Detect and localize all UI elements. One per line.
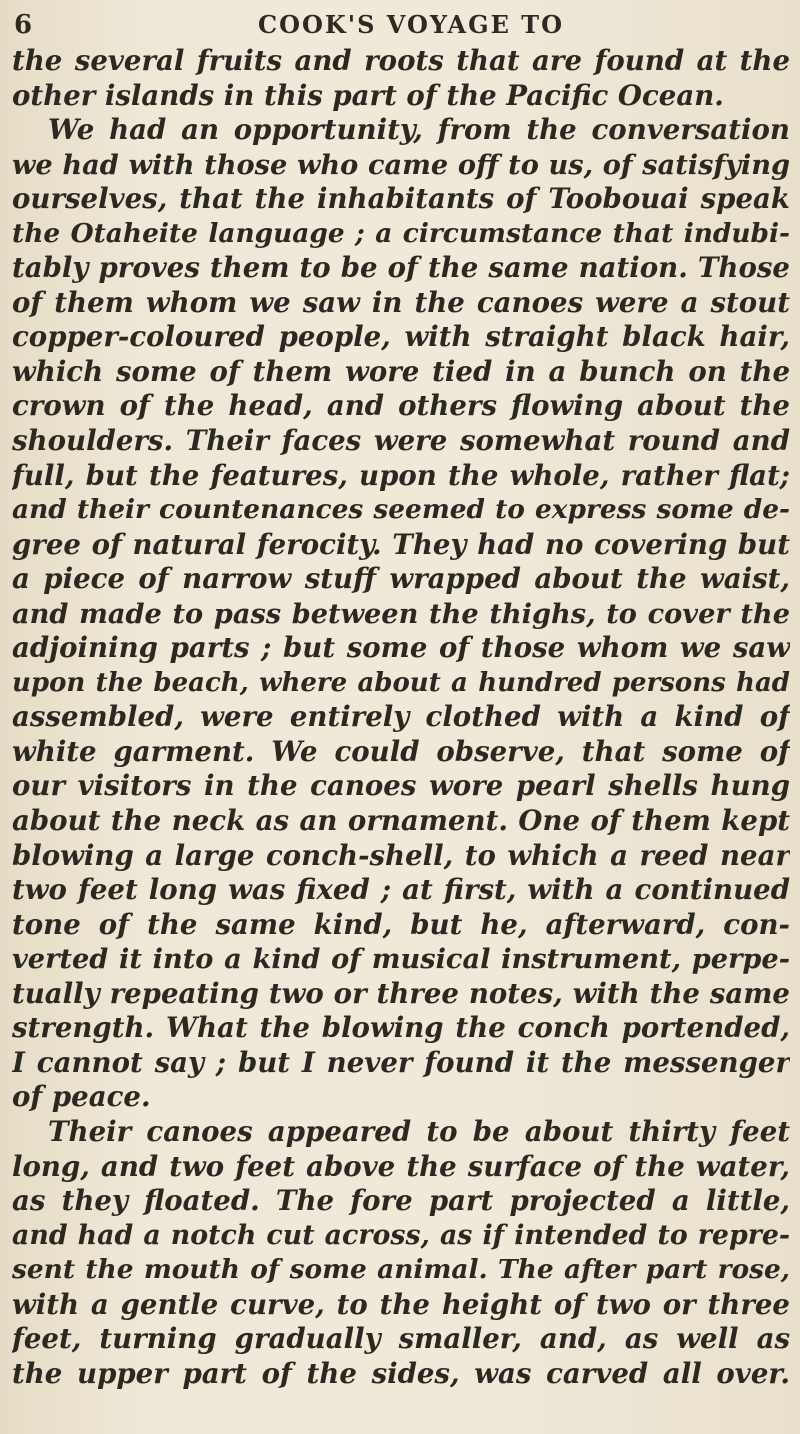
text-line: We had an opportunity, from the conversation bbox=[48, 113, 790, 147]
text-line: tually repeating two or three notes, with the same bbox=[12, 976, 790, 1010]
text-line: of them whom we saw in the canoes were a stout bbox=[12, 285, 790, 319]
text-line: and had a notch cut across, as if intended to repre- bbox=[12, 1219, 790, 1251]
text-line: with a gentle curve, to the height of two or three bbox=[12, 1287, 790, 1321]
text-line: which some of them wore tied in a bunch on the bbox=[12, 354, 790, 388]
text-line: adjoining parts ; but some of those whom we saw bbox=[12, 631, 790, 665]
text-line: the Otaheite language ; a circumstance that indubi- bbox=[12, 217, 790, 249]
text-line: Their canoes appeared to be about thirty feet bbox=[48, 1114, 790, 1148]
text-line: blowing a large conch-shell, to which a reed near bbox=[12, 838, 790, 872]
text-line: of peace. bbox=[12, 1080, 151, 1114]
text-line: I cannot say ; but I never found it the messenger bbox=[12, 1045, 790, 1079]
text-line: strength. What the blowing the conch portended, bbox=[12, 1011, 790, 1045]
text-line: white garment. We could observe, that some of bbox=[12, 734, 790, 768]
text-line: about the neck as an ornament. One of them kept bbox=[12, 804, 790, 838]
text-line: long, and two feet above the surface of the water, bbox=[12, 1149, 790, 1183]
text-line: and made to pass between the thighs, to cover the bbox=[12, 597, 790, 630]
text-line: verted it into a kind of musical instrument, perpe- bbox=[12, 943, 790, 976]
text-line: ourselves, that the inhabitants of Toobouai speak bbox=[12, 182, 790, 216]
text-line: tone of the same kind, but he, afterward, con- bbox=[12, 907, 790, 941]
text-line: a piece of narrow stuff wrapped about the waist, bbox=[12, 562, 790, 596]
text-line: the several fruits and roots that are found at the bbox=[12, 44, 790, 77]
text-line: and their countenances seemed to express some de- bbox=[12, 494, 790, 526]
text-line: crown of the head, and others flowing about the bbox=[12, 389, 790, 423]
text-line: the upper part of the sides, was carved all over. bbox=[12, 1356, 790, 1390]
text-line: copper-coloured people, with straight black hair, bbox=[12, 320, 790, 354]
text-line: feet, turning gradually smaller, and, as well as bbox=[12, 1322, 790, 1356]
text-line: other islands in this part of the Pacific Ocean. bbox=[12, 78, 724, 112]
text-line: tably proves them to be of the same nation. Those bbox=[12, 251, 790, 285]
text-line: assembled, were entirely clothed with a kind of bbox=[12, 700, 790, 734]
text-line: upon the beach, where about a hundred persons had bbox=[12, 667, 790, 698]
text-line: sent the mouth of some animal. The after part rose, bbox=[12, 1254, 790, 1286]
page-number: 6 bbox=[14, 10, 35, 40]
text-line: two feet long was fixed ; at first, with a continued bbox=[12, 873, 790, 907]
text-line: as they floated. The fore part projected a little, bbox=[12, 1184, 790, 1218]
text-line: we had with those who came off to us, of satisfying bbox=[12, 148, 790, 181]
page-header bbox=[12, 4, 790, 44]
text-line: shoulders. Their faces were somewhat round and bbox=[12, 424, 790, 458]
running-head: COOK'S VOYAGE TO bbox=[258, 10, 565, 39]
text-line: gree of natural ferocity. They had no covering but bbox=[12, 527, 790, 561]
text-line: full, but the features, upon the whole, rather flat; bbox=[12, 458, 790, 492]
text-line: our visitors in the canoes wore pearl shells hung bbox=[12, 769, 790, 803]
body-text bbox=[12, 44, 790, 1391]
